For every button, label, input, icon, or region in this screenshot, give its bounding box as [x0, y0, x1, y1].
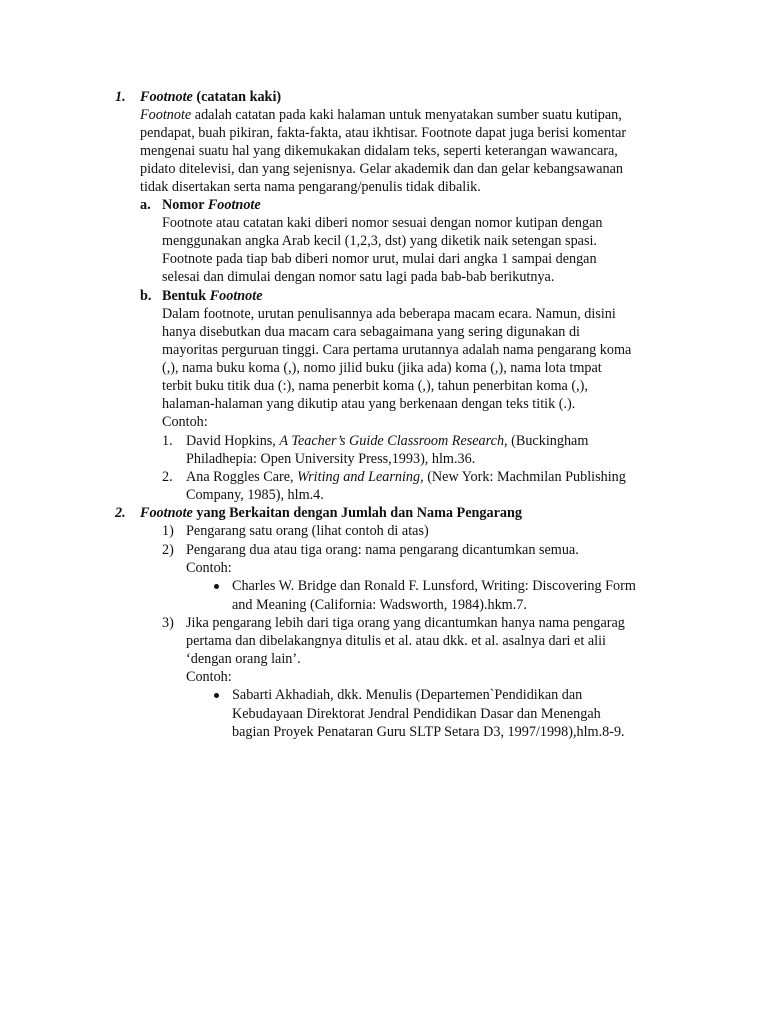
section-1-para-line-3: mengenai suatu hal yang dikemukakan didalam teks, seperti keterangan wawancara,	[140, 143, 618, 159]
subsection-b-title-italic: Footnote	[209, 288, 263, 304]
section-2-heading-rest: yang Berkaitan dengan Jumlah dan Nama Pengarang	[192, 505, 522, 521]
subsection-b-heading	[162, 287, 263, 305]
example-2-publisher-start: (New York: Machmilan Publishing	[423, 469, 626, 485]
item-1-number: 1)	[162, 523, 174, 539]
bullet-icon	[214, 584, 219, 589]
item-3-example-line-1: Sabarti Akhadiah, dkk. Menulis (Departemen`Pendidikan dan	[232, 687, 583, 703]
item-2-number: 2)	[162, 542, 174, 558]
section-1-para-line-2: pendapat, buah pikiran, fakta-fakta, atau ikhtisar. Footnote dapat juga berisi komentar	[140, 125, 627, 141]
para-line-text: adalah catatan pada kaki halaman untuk menyatakan sumber suatu kutipan,	[191, 107, 622, 123]
subsection-b-letter: b.	[140, 288, 152, 304]
item-3-number: 3)	[162, 615, 174, 631]
subsection-b-line-1: Dalam footnote, urutan penulisannya ada beberapa macam ecara. Namun, disini	[162, 306, 616, 322]
item-2-contoh: Contoh:	[186, 560, 232, 576]
subsection-b-line-6: halaman-halaman yang dikutip atau yang berkenaan dengan teks titik (.).	[162, 396, 576, 412]
subsection-a-line-2: menggunakan angka Arab kecil (1,2,3, dst) yang diketik naik setengan spasi.	[162, 233, 597, 249]
subsection-b-title: Bentuk	[162, 288, 210, 304]
subsection-a-line-1: Footnote atau catatan kaki diberi nomor sesuai dengan nomor kutipan dengan	[162, 215, 603, 231]
subsection-a-line-3: Footnote pada tiap bab diberi nomor urut, mulai dari angka 1 sampai dengan	[162, 251, 597, 267]
subsection-b-line-3: mayoritas perguruan tinggi. Cara pertama urutannya adalah nama pengarang koma	[162, 342, 632, 358]
subsection-a-line-4: selesai dan dimulai dengan nomor satu lagi pada bab-bab berikutnya.	[162, 269, 555, 285]
section-1-heading	[140, 88, 281, 106]
example-1-book-title: A Teacher’s Guide Classroom Research,	[279, 433, 508, 449]
example-2-line-1	[186, 468, 626, 486]
example-1-line-1	[186, 432, 588, 450]
item-3-example-line-3: bagian Proyek Penataran Guru SLTP Setara D3, 1997/1998),hlm.8-9.	[232, 724, 625, 740]
subsection-b-contoh: Contoh:	[162, 414, 208, 430]
bullet-icon	[214, 693, 219, 698]
item-2-text: Pengarang dua atau tiga orang: nama pengarang dicantumkan semua.	[186, 542, 579, 558]
heading-rest: (catatan kaki)	[192, 89, 282, 105]
example-1-line-2: Philadhepia: Open University Press,1993), hlm.36.	[186, 451, 476, 467]
item-3-line-1: Jika pengarang lebih dari tiga orang yang dicantumkan hanya nama pengarag	[186, 615, 625, 631]
example-2-author: Ana Roggles Care,	[186, 469, 298, 485]
section-2-heading	[140, 504, 522, 522]
subsection-a-letter: a.	[140, 197, 151, 213]
section-1-para-line-4: pidato ditelevisi, dan yang sejenisnya. Gelar akademik dan dan gelar kebangsawanan	[140, 161, 623, 177]
example-2-line-2: Company, 1985), hlm.4.	[186, 487, 324, 503]
example-1-publisher-start: (Buckingham	[507, 433, 589, 449]
subsection-b-line-5: terbit buku titik dua (:), nama penerbit koma (,), tahun penerbitan koma (,),	[162, 378, 588, 394]
heading-footnote-word: Footnote	[140, 89, 193, 105]
example-2-book-title: Writing and Learning,	[297, 469, 424, 485]
example-2-number: 2.	[162, 469, 173, 485]
item-3-line-3: ‘dengan orang lain’.	[186, 651, 301, 667]
example-1-author: David Hopkins,	[186, 433, 280, 449]
item-3-line-2: pertama dan dibelakangnya ditulis et al. atau dkk. et al. asalnya dari et alii	[186, 633, 606, 649]
section-2-heading-italic: Footnote	[140, 505, 193, 521]
item-3-contoh: Contoh:	[186, 669, 232, 685]
section-2-number: 2.	[115, 505, 126, 521]
section-1-para-line-5: tidak disertakan serta nama pengarang/penulis tidak dibalik.	[140, 179, 481, 195]
subsection-a-title: Nomor	[162, 197, 208, 213]
item-2-example-line-1: Charles W. Bridge dan Ronald F. Lunsford, Writing: Discovering Form	[232, 578, 636, 594]
item-2-example-line-2: and Meaning (California: Wadsworth, 1984).hkm.7.	[232, 597, 527, 613]
subsection-b-line-4: (,), nama buku koma (,), nomo jilid buku (jika ada) koma (,), nama lota tmpat	[162, 360, 602, 376]
section-1-para-line-1	[140, 106, 622, 124]
para-lead-italic: Footnote	[140, 107, 192, 123]
item-3-example-line-2: Kebudayaan Direktorat Jendral Pendidikan Dasar dan Menengah	[232, 706, 601, 722]
item-1-text: Pengarang satu orang (lihat contoh di atas)	[186, 523, 429, 539]
subsection-a-title-italic: Footnote	[207, 197, 261, 213]
subsection-a-heading	[162, 196, 261, 214]
subsection-b-line-2: hanya disebutkan dua macam cara sebagaimana yang sering digunakan di	[162, 324, 580, 340]
example-1-number: 1.	[162, 433, 173, 449]
section-1-number: 1.	[115, 89, 126, 105]
